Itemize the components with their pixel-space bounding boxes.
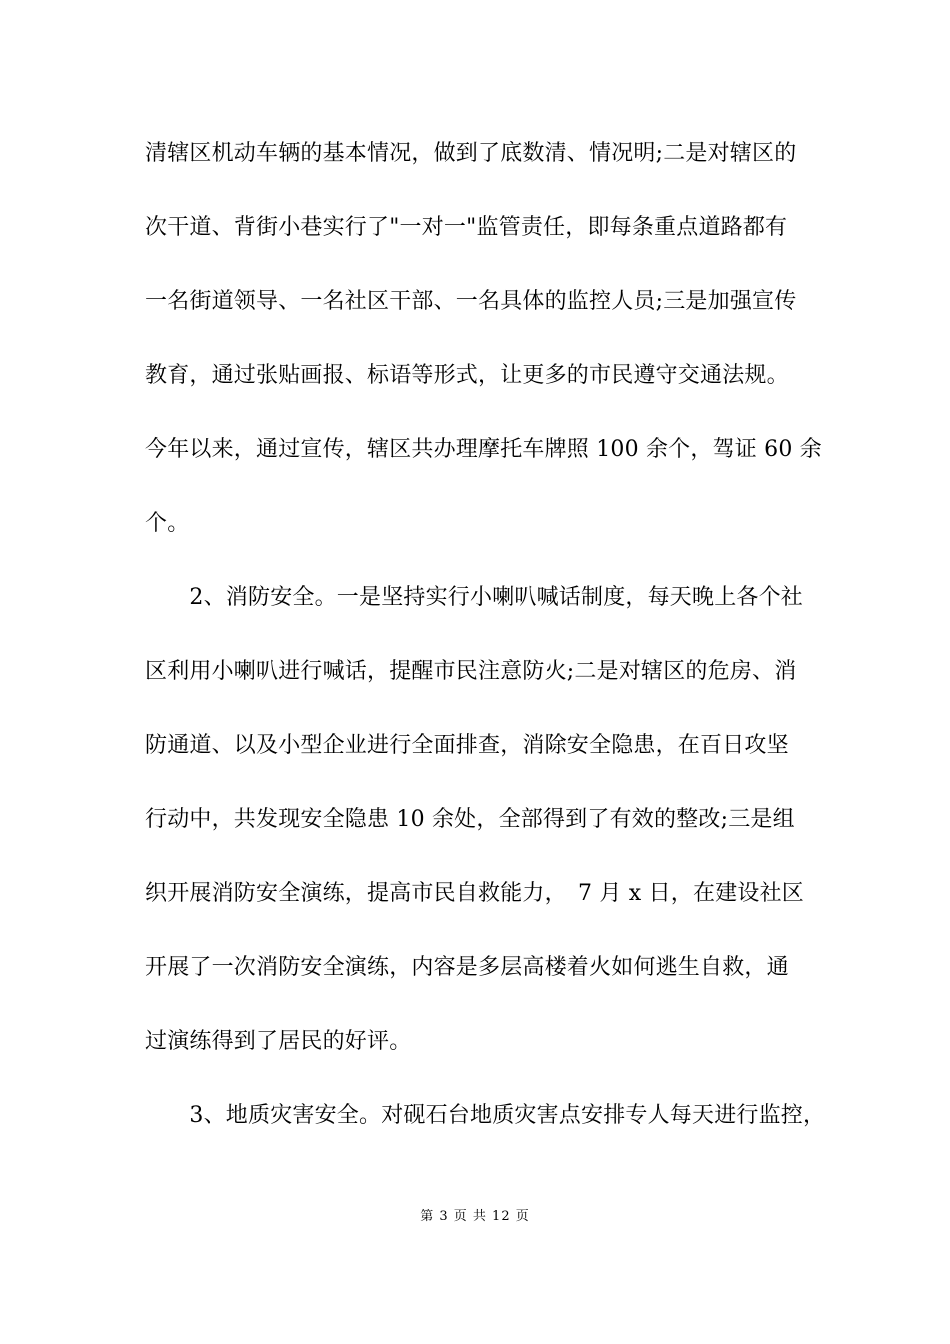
text-line: 2、消防安全。一是坚持实行小喇叭喊话制度，每天晚上各个社 [145,585,803,610]
text-line: 行动中，共发现安全隐患 10 余处，全部得到了有效的整改;三是组 [145,807,795,832]
text-line: 开展了一次消防安全演练，内容是多层高楼着火如何逃生自救，通 [145,955,789,980]
text-line: 教育，通过张贴画报、标语等形式，让更多的市民遵守交通法规。 [145,363,789,388]
text-line: 3、地质灾害安全。对砚石台地质灾害点安排专人每天进行监控， [145,1103,826,1128]
text-line: 区利用小喇叭进行喊话，提醒市民注意防火;二是对辖区的危房、消 [145,659,797,684]
text-line: 个。 [145,511,190,536]
text-line: 一名街道领导、一名社区干部、一名具体的监控人员;三是加强宣传 [145,289,797,314]
text-line: 今年以来，通过宣传，辖区共办理摩托车牌照 100 余个，驾证 60 余 [145,437,822,462]
text-line: 清辖区机动车辆的基本情况，做到了底数清、情况明;二是对辖区的 [145,141,797,166]
text-line: 防通道、以及小型企业进行全面排查，消除安全隐患，在百日攻坚 [145,733,789,758]
text-line: 织开展消防安全演练，提高市民自救能力， 7 月 x 日，在建设社区 [145,881,804,906]
text-line: 次干道、背街小巷实行了"一对一"监管责任，即每条重点道路都有 [145,215,788,240]
page-number-footer: 第 3 页 共 12 页 [420,1209,530,1224]
text-line: 过演练得到了居民的好评。 [145,1029,412,1054]
